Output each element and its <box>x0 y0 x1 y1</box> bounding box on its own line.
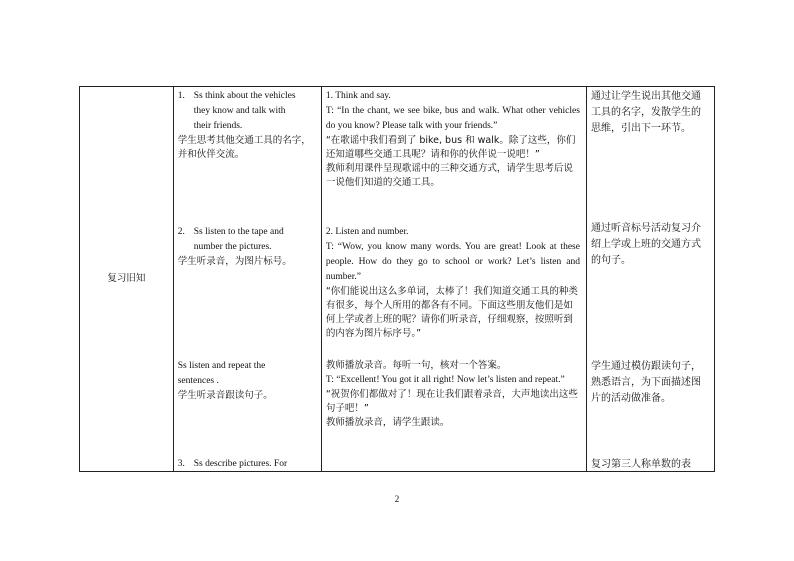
teacher-activity-cell <box>321 87 586 472</box>
table-row <box>80 87 715 472</box>
teacher-step-1 <box>322 89 586 190</box>
step-heading: 2. Listen and number. <box>325 227 409 237</box>
purpose-cell <box>586 87 714 472</box>
item-number: 2. <box>177 227 185 237</box>
en-line: their friends. <box>193 121 243 131</box>
cn-text: 教师播放录音。每听一句，核对一个答案。 <box>325 360 507 371</box>
page-number: 2 <box>394 494 400 504</box>
item-number: 3. <box>177 459 185 469</box>
stage-label: 复习旧知 <box>107 272 146 284</box>
cn-text: 学生思考其他交通工具的名字，并和伙伴交流。 <box>177 135 311 160</box>
cn-text: “祝贺你们都做对了！现在让我们跟着录音，大声地读出这些句子吧！” <box>325 389 578 414</box>
en-text: T: “In the chant, we see bike, bus and walk. What other vehicles do you know? Please talk with your friends.” <box>325 106 580 131</box>
en-text: T: “Wow, you know many words. You are great! Look at these people. How do they go to school or work? Let’s listen and number.” <box>325 242 580 282</box>
stage-cell <box>80 87 174 472</box>
purpose-text: 通过让学生说出其他交通工具的名字，发散学生的思维，引出下一环节。 <box>590 91 701 134</box>
student-item-4 <box>174 457 321 472</box>
student-item-3 <box>174 359 321 403</box>
teacher-step-2 <box>322 225 586 341</box>
student-activity-cell <box>173 87 321 472</box>
cn-text: “你们能说出这么多单词，太棒了！我们知道交通工具的种类有很多，每个人所用的都各有不同。下面这些朋友他们是如何上学或者上班的呢？请你们听录音，仔细观察，按照听到的内容为图片标序号。” <box>325 286 578 339</box>
en-line: Ss listen and repeat the <box>177 361 266 371</box>
cn-text: 学生听录音，为图片标号。 <box>177 256 292 267</box>
purpose-text: 复习第三人称单数的表 <box>590 459 691 470</box>
student-item-2 <box>174 225 321 269</box>
cn-text: 教师播放录音，请学生跟读。 <box>325 417 450 428</box>
cn-text: 教师利用课件呈现歌谣中的三种交通方式，请学生思考后说一说他们知道的交通工具。 <box>325 163 573 188</box>
teacher-step-3 <box>322 359 586 430</box>
en-line: Ss listen to the tape and <box>193 227 284 237</box>
en-line: Ss think about the vehicles <box>193 91 296 101</box>
cn-text: “在歌谣中我们看到了 bike, bus 和 walk。除了这些，你们还知道哪些交通工具呢？请和你的伙伴说一说吧！” <box>325 135 576 160</box>
en-text: T: “Excellent! You got it all right! Now let’s listen and repeat.” <box>325 375 565 385</box>
en-line: they know and talk with <box>193 106 286 116</box>
student-item-1 <box>174 89 321 162</box>
en-line: sentences . <box>177 376 219 386</box>
purpose-text: 学生通过模仿跟读句子，熟悉语言，为下面描述图片的活动做准备。 <box>590 361 701 404</box>
step-heading: 1. Think and say. <box>325 91 391 101</box>
cn-text: 学生听录音跟读句子。 <box>177 390 273 401</box>
purpose-text: 通过听音标号活动复习介绍上学或上班的交通方式的句子。 <box>590 223 701 266</box>
lesson-plan-table <box>79 86 715 472</box>
en-line: Ss describe pictures. For <box>193 459 288 469</box>
item-number: 1. <box>177 91 185 101</box>
en-line: number the pictures. <box>193 242 272 252</box>
